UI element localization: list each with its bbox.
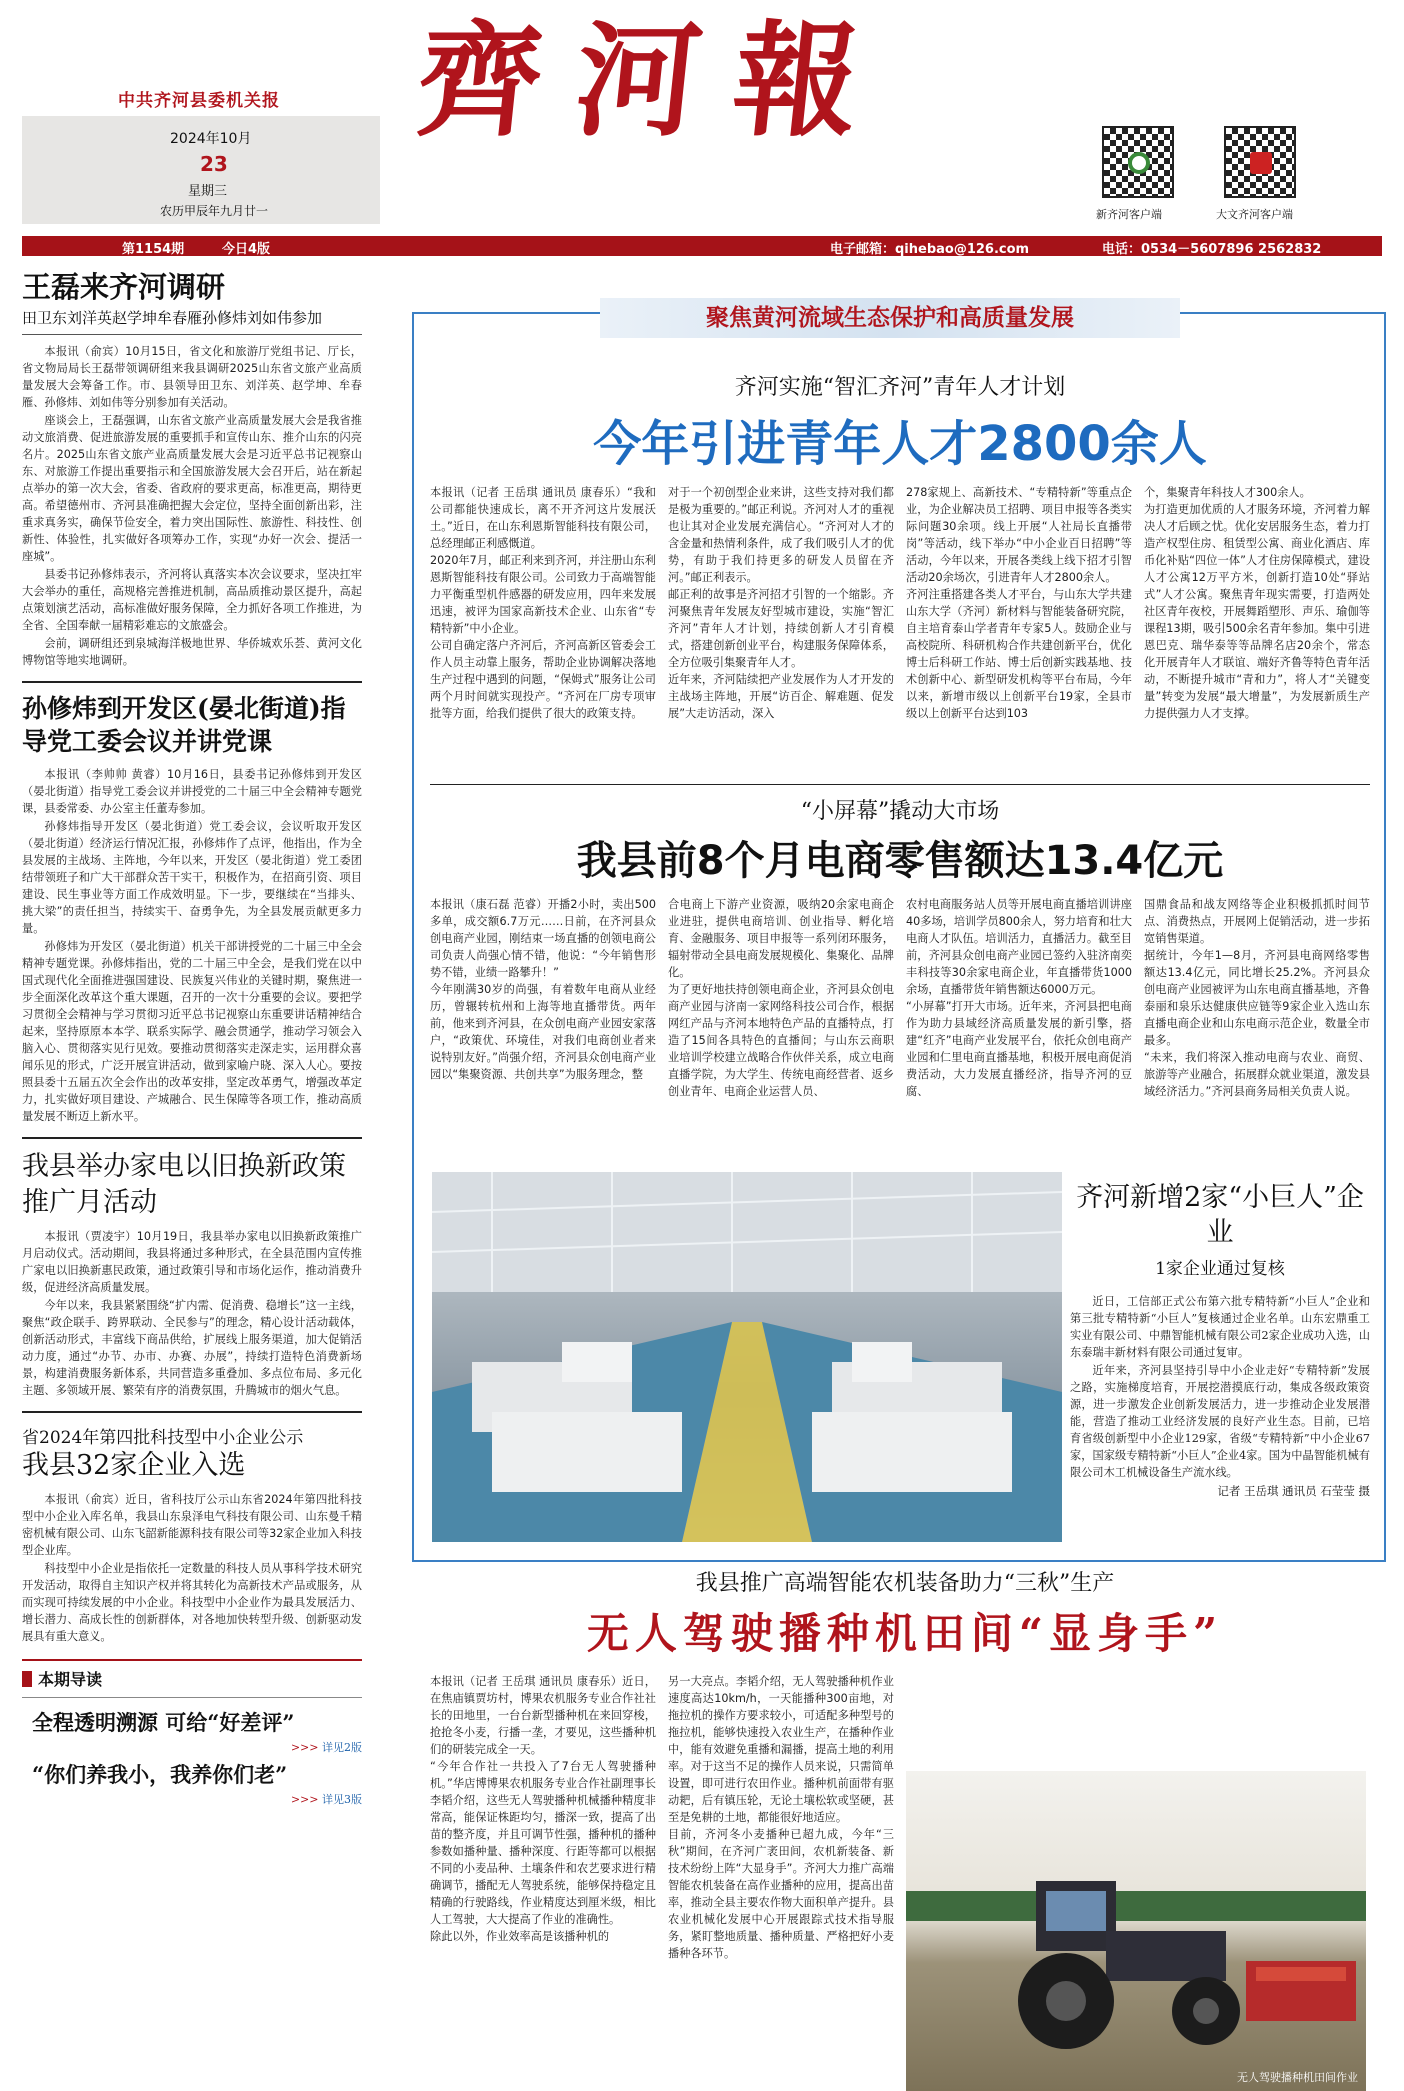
date-weekday: 星期三 bbox=[188, 184, 228, 199]
column-3: 278家规上、高新技术、“专精特新”等重点企业，为企业解决员工招聘、项目申报等各类实际问题30余项。线上开展“人社局长直播带岗”等活动，线下举办“中小企业百日招聘”等活动，今年以来，开展各类线上线下招才引智活动20余场次，引进青年人才2800余人。 齐河注重搭建各类人才平台，与山东大学共建山东大学（齐河）新材料与智能装备研究院，自主培育泰山学者青年专家5人。鼓励企业与高校院所、科研机构合作共建创新平台，优化博士后科研工作站、博士后创新实践基地、技术创新中心、新型研发机构等平台布局，今年以来，新增市级以上创新平台19家，全县市级以上创新平台达到103 bbox=[906, 486, 1132, 721]
column-4: 个，集聚青年科技人才300余人。 为打造更加优质的人才服务环境，齐河着力解决人才后顾之忧。优化安居服务生态，着力打造产权型住房、租赁型公寓、商业化酒店、库币化补贴“四位一体”人才住房保障模式，建设人才公寓12万平方米，创新打造10处“驿站式”人才公寓。聚焦青年现实需要，打造两处社区青年夜校，开展舞蹈塑形、声乐、瑜伽等课程13期，吸引500余名青年参加。集中引进恩巴克、瑞华泰等等品牌名店20余个，常态化开展青年人才联谊、端好齐鲁等特色青年活动，不断提升城市“青和力”，将人才“关键变量”转变为发展“最大增量”，为发展新质生产力提供强力人才支撑。 bbox=[1144, 486, 1370, 721]
column-4: 国鼎食品和战友网络等企业积极抓抓时间节点、消费热点，开展网上促销活动，进一步拓宽销售渠道。 据统计，今年1—8月，齐河县电商网络零售额达13.4亿元，同比增长25.2%。齐河县众创电商产业园被评为山东电商直播基地，齐鲁泰丽和泉乐达健康供应链等9家企业入选山东直播电商企业和山东电商示范企业，数量全市最多。 “未来，我们将深入推动电商与农业、商贸、旅游等产业融合，拓展群众就业渠道，激发县域经济活力。”齐河县商务局相关负责人说。 bbox=[1144, 898, 1370, 1099]
divider bbox=[22, 1411, 362, 1413]
info-bar bbox=[22, 236, 1382, 256]
divider bbox=[22, 681, 362, 683]
date-lunar: 农历甲辰年九月廿一 bbox=[160, 204, 269, 218]
kicker: 齐河实施“智汇齐河”青年人才计划 bbox=[734, 375, 1066, 400]
date-box bbox=[22, 116, 380, 224]
banner-text: 聚焦黄河流域生态保护和高质量发展 bbox=[706, 305, 1074, 331]
column-1: 本报讯（记者 王岳琪 通讯员 康春乐）“我和公司都能快速成长，离不开齐河这片发展沃土。”近日，在山东利恩斯智能科技有限公司，总经理邮正利感慨道。 2020年7月，邮正利来到齐河，并注册山东利恩斯智能科技有限公司。公司致力于高端智能力平衡重型机件感器的研发应用，四年来发展迅速，被评为国家高新技术企业、山东省“专精特新”中小企业。 公司自确定落户齐河后，齐河高新区管委会工作人员主动靠上服务，帮助企业协调解决落地生产过程中遇到的问题，“保姆式”服务让公司两个月时间就实现投产。“齐河在厂房专项审批等方面，给我们提供了很大的政策支持。 bbox=[430, 486, 656, 721]
guide-more-1[interactable]: >>> 详见2版 bbox=[290, 1741, 362, 1754]
factory-floor-image bbox=[432, 1172, 1062, 1542]
page-count: 今日4版 bbox=[222, 242, 271, 257]
headline: 孙修炜到开发区(晏北街道)指导党工委会议并讲党课 bbox=[22, 694, 346, 756]
column-2: 对于一个初创型企业来讲，这些支持对我们都是极为重要的。”邮正利说。齐河对人才的重视也让其对企业发展充满信心。“齐河对人才的含金量和热情利条件，成了我们吸引人才的优势，有助于我们持更多的研发人员留在齐河。”邮正利表示。 邮正利的故事是齐河招才引智的一个缩影。齐河聚焦青年发展友好型城市建设，实施“智汇齐河”青年人才计划，持续创新人才引育模式，搭建创新创业平台，构建服务保障体系，全方位吸引集聚青年人才。 近年来，齐河陆续把产业发展作为人才开发的主战场主阵地，开展“访百企、解难题、促发展”大走访活动，深入 bbox=[668, 486, 894, 721]
tractor-photo bbox=[906, 1771, 1366, 2091]
photo-caption: 无人驾驶播种机田间作业 bbox=[1237, 2071, 1358, 2084]
issue-guide bbox=[22, 1659, 362, 1809]
column-1: 本报讯（记者 王岳琪 通讯员 康春乐）近日，在焦庙镇贾坊村，博果农机服务专业合作社社长的田地里，一台台新型播种机在来回穿梭，抢抢冬小麦，行播一垄，才要见，这些播种机们的研装完成全一天。 “今年合作社一共投入了7台无人驾驶播种机。”华店博博果农机服务专业合作社副理事长李韬介绍，这些无人驾驶播种机械播种精度非常高，能保证株距均匀，播深一致，提高了出苗的整齐度，并且可调节性强，播种机的播种参数如播种量、播种深度、行距等都可以根据不同的小麦品种、土壤条件和农艺要求进行精确调节，播配无人驾驶系统，能够保持稳定且精确的行驶路线，作业精度达到厘米级，相比人工驾驶，大大提高了作业的准确性。 除此以外，作业效率高是该播种机的 bbox=[430, 1675, 656, 1944]
kicker: 我县推广高端智能农机装备助力“三秋”生产 bbox=[695, 1571, 1115, 1596]
headline: 今年引进青年人才2800余人 bbox=[593, 416, 1207, 472]
tractor-image bbox=[906, 1771, 1366, 2091]
qr-code-icon bbox=[1102, 126, 1174, 198]
paragraph: 会前，调研组还到泉城海洋极地世界、华侨城欢乐荟、黄河文化博物馆等地实地调研。 bbox=[22, 637, 362, 668]
paragraph: 孙修炜为开发区（晏北街道）机关干部讲授党的二十届三中全会精神专题党课。孙修炜指出，党的二十届三中全会，是我们党在以中国式现代化全面推进强国建设、民族复兴伟业的关键时期，聚焦进一步全面深化改革这个重大课题，召开的一次十分重要的会议。要把学习贯彻全会精神与学习贯彻习近平总书记视察山东重要讲话精神结合起来，坚持原原本本学、联系实际学、融会贯通学，推动学习领会入脑入心、贯彻落实见行见效。要推动贯彻落实走深走实，运用群众喜闻乐见的形式，广泛开展宣讲活动，做到家喻户晓、深入人心。要按照县委十五届五次全会作出的改革安排，坚定改革勇气，增强改革定力，扎实做好项目建设、产城融合、民生保障等各项工作，推动高质量发展不断迈上新水平。 bbox=[22, 940, 362, 1124]
qr-code-icon bbox=[1224, 126, 1296, 198]
kicker: “小屏幕”撬动大市场 bbox=[800, 799, 1000, 824]
headline: 我县32家企业入选 bbox=[22, 1449, 246, 1481]
article-wang-lei bbox=[22, 270, 362, 669]
story-youth-talent bbox=[430, 370, 1370, 722]
paragraph: 本报讯（贾凌宇）10月19日，我县举办家电以旧换新政策推广月启动仪式。活动期间，我县将通过多种形式，在全县范围内宣传推广家电以旧换新惠民政策，通过政策引导和市场化运作，推动消费升级，促进经济高质量发展。 bbox=[22, 1229, 362, 1294]
column-3: 农村电商服务站人员等开展电商直播培训讲座40多场，培训学员800余人，努力培育和壮大电商人才队伍。培训活力，直播活力。截至目前，齐河县众创电商产业园已签约入驻济南奕丰科技等30余家电商企业，年直播带货1000余场，直播带货年销售额达6000万元。 “小屏幕”打开大市场。近年来，齐河县把电商作为助力县域经济高质量发展的新引擎，搭建“红齐”电商产业发展平台，依托众创电商产业园和仁里电商直播基地，积极开展电商促消费活动，大力发展直播经济，指导齐河的豆腐、 bbox=[906, 898, 1132, 1099]
kicker: 省2024年第四批科技型中小企业公示 bbox=[22, 1427, 304, 1448]
left-column bbox=[22, 270, 362, 2050]
newspaper-title: 齊河報 bbox=[410, 9, 900, 154]
masthead bbox=[0, 0, 1404, 258]
headline: 我县前8个月电商零售额达13.4亿元 bbox=[576, 838, 1224, 884]
date-day: 23 bbox=[200, 152, 228, 176]
guide-label: 本期导读 bbox=[38, 1670, 103, 1689]
paragraph: 近年来，齐河县坚持引导中小企业走好“专精特新”发展之路，实施梯度培育，开展挖潜摸底行动，集成各级政策资源，进一步激发企业创新发展活力，进一步推动企业发展潜能，营造了推动工业经济发展的良好产业生态。目前，已培育省级创新型中小企业129家，省级“专精特新”中小企业67家，国家级专精特新“小巨人”企业4家。国为中晶智能机械有限公司木工机械设备生产流水线。 bbox=[1070, 1364, 1370, 1480]
article-sun-xiuwei bbox=[22, 693, 362, 1125]
column-1: 本报讯（康石磊 范睿）开播2小时，卖出500多单，成交额6.7万元……日前，在齐河县众创电商产业园，刚结束一场直播的创领电商公司负责人尚强心情不错，他说：“今年销售形势不错，业绩一路攀升！” 今年刚满30岁的尚强，有着数年电商从业经历，曾辗转杭州和上海等地直播带货。两年前，他来到齐河县，在众创电商产业园安家落户，“政策优、环境佳，对我们电商创业者来说特别友好。”尚强介绍，齐河县众创电商产业园以“集聚资源、共创共享”为服务理念，整 bbox=[430, 898, 656, 1082]
guide-item-1[interactable]: 全程透明溯源 可给“好差评” bbox=[32, 1710, 295, 1735]
article-appliance-tradein bbox=[22, 1149, 362, 1398]
divider bbox=[430, 784, 1370, 785]
paragraph: 本报讯（俞宾）10月15日，省文化和旅游厅党组书记、厅长，省文物局局长王磊带领调研组来我县调研2025山东省文旅产业高质量发展大会筹备工作。市、县领导田卫东、刘洋英、赵学坤、牟春雁、孙修炜、刘如伟等分别参加有关活动。 bbox=[22, 344, 362, 409]
qr1-label: 新齐河客户端 bbox=[1096, 208, 1162, 221]
story-ecommerce bbox=[430, 794, 1370, 1100]
photo-credit: 记者 王岳琪 通讯员 石莹莹 摄 bbox=[1217, 1484, 1370, 1499]
headline: 我县举办家电以旧换新政策推广月活动 bbox=[22, 1151, 346, 1218]
date-year-month: 2024年10月 bbox=[170, 131, 252, 147]
headline: 王磊来齐河调研 bbox=[22, 270, 226, 304]
paragraph: 本报讯（李帅帅 黄睿）10月16日，县委书记孙修炜到开发区（晏北街道）指导党工委会议并讲授党的二十届三中全会精神专题党课，县委常委、办公室主任董寿参加。 bbox=[22, 768, 362, 816]
phone: 电话：0534－5607896 2562832 bbox=[1102, 242, 1322, 257]
guide-more-2[interactable]: >>> 详见3版 bbox=[290, 1793, 362, 1806]
guide-item-2[interactable]: “你们养我小，我养你们老” bbox=[32, 1762, 288, 1787]
paragraph: 县委书记孙修炜表示，齐河将认真落实本次会议要求，坚决扛牢大会举办的重任，高规格完善推进机制，高品质推动景区提升，高起点策划演艺活动，高标准做好服务保障，全力抓好各项工作推进，为全省、全国奉献一届精彩难忘的文旅盛会。 bbox=[22, 568, 362, 633]
party-organ-label: 中共齐河县委机关报 bbox=[118, 91, 280, 111]
headline: 无人驾驶播种机田间“显身手” bbox=[586, 1609, 1224, 1658]
subheadline: 1家企业通过复核 bbox=[1155, 1259, 1285, 1280]
paragraph: 科技型中小企业是指依托一定数量的科技人员从事科学技术研究开发活动，取得自主知识产权并将其转化为高新技术产品或服务，从而实现可持续发展的中小企业。科技型中小企业作为最具发展活力、增长潜力、高成长性的创新群体，对各地加快转型升级、创新驱动发展具有重大意义。 bbox=[22, 1561, 362, 1643]
column-2: 合电商上下游产业资源，吸纳20余家电商企业进驻，提供电商培训、创业指导、孵化培育、金融服务、项目申报等一系列闭环服务，辐射带动全县电商发展规模化、集聚化、品牌化。 为了更好地扶持创领电商企业，齐河县众创电商产业园与济南一家网络科技公司合作，根据网红产品与齐河本地特色产品的直播特点，打造了15间各具特色的直播间；与山东云商职业培训学校建立战略合作伙伴关系，成立电商直播学院，为大学生、传统电商经营者、返乡创业青年、电商企业运营人员、 bbox=[668, 898, 894, 1099]
article-tech-sme bbox=[22, 1423, 362, 1645]
qr2-label: 大文齐河客户端 bbox=[1216, 208, 1293, 221]
paragraph: 本报讯（俞宾）近日，省科技厅公示山东省2024年第四批科技型中小企业入库名单，我县山东泉泽电气科技有限公司、山东曼千精密机械有限公司、山东飞韶新能源科技有限公司等32家企业加入科技型企业库。 bbox=[22, 1492, 362, 1557]
square-marker-icon bbox=[22, 1671, 32, 1687]
paragraph: 今年以来，我县紧紧围绕“扩内需、促消费、稳增长”这一主线，聚焦“政企联手、跨界联动、全民参与”的理念，精心设计活动载体，创新活动形式，丰富线下商品供给，扩展线上服务渠道，加大促销活动力度，通过“办节、办市、办赛、办展”，持续打造特色消费新场景，构建消费服务新体系，共同营造多重叠加、多点位布局、多元化主题、多领域开展、繁荣有序的消费氛围，升腾城市的烟火气息。 bbox=[22, 1298, 362, 1397]
paragraph: 孙修炜指导开发区（晏北街道）党工委会议，会议听取开发区（晏北街道）经济运行情况汇报，孙修炜作了点评，他指出，作为全县发展的主战场、主阵地，今年以来，开发区（晏北街道）党工委团结带领班子和广大干部群众苦干实干，积极作为，在招商引资、项目建设、民生事业等方面工作成效明显。下一步，要继续在“当排头、挑大梁”的责任担当，持续实干、奋勇争先，为全县发展贡献更多力量。 bbox=[22, 820, 362, 936]
headline: 齐河新增2家“小巨人”企业 bbox=[1076, 1182, 1364, 1249]
paragraph: 近日，工信部正式公布第六批专精特新“小巨人”企业和第三批专精特新“小巨人”复核通过企业名单。山东宏鼎重工实业有限公司、中鼎智能机械有限公司2家企业成功入选，山东泰瑞丰新材料有限公司通过复审。 bbox=[1070, 1295, 1370, 1360]
story-little-giants bbox=[1070, 1180, 1370, 1499]
email: 电子邮箱：qihebao@126.com bbox=[830, 242, 1030, 257]
issue-number: 第1154期 bbox=[122, 242, 185, 257]
banner bbox=[600, 298, 1180, 338]
factory-photo bbox=[432, 1172, 1062, 1542]
story-seeder bbox=[430, 1566, 1380, 2091]
paragraph: 座谈会上，王磊强调，山东省文旅产业高质量发展大会是我省推动文旅消费、促进旅游发展的重要抓手和宣传山东、推介山东的闪亮名片。2025山东省文旅产业高质量发展大会是习近平总书记视察山东、对旅游工作提出重要指示和全国旅游发展大会召开后，站在新起点举办的第一次大会，省委、省政府的要求更高，标准更高，期待更高。希望德州市、齐河县准确把握大会定位，坚持全面创新出彩，注重求真务实，确保节俭安全，着力突出国际性、旅游性、科技性、创新性、体验性，扎实做好各项筹办工作，实现“办好一次会、提活一座城”。 bbox=[22, 413, 362, 563]
subheadline: 田卫东刘洋英赵学坤牟春雁孙修炜刘如伟参加 bbox=[22, 307, 362, 335]
divider bbox=[22, 1137, 362, 1139]
column-2: 另一大亮点。李韬介绍，无人驾驶播种机作业速度高达10km/h，一天能播种300亩地，对拖拉机的操作方要求较小，可适配多种型号的拖拉机，能够快速投入农业生产，在播种作业中，能有效避免重播和漏播，提高土地的利用率。对于这当不足的操作人员来说，只需简单设置，即可进行农田作业。播种机前面带有驱动耙，后有镇压轮，无论土壤松软或坚硬，甚至是免耕的土地，都能很好地适应。 目前，齐河冬小麦播种已超九成，今年“三秋”期间，在齐河广袤田间，农机新装备、新技术纷纷上阵“大显身手”。齐河大力推广高端智能农机装备在高作业播种的应用，提高出苗率，推动全县主要农作物大面积单产提升。县农业机械化发展中心开展跟踪式技术指导服务，紧盯整地质量、播种质量、严格把好小麦播种各环节。 bbox=[668, 1675, 894, 1961]
